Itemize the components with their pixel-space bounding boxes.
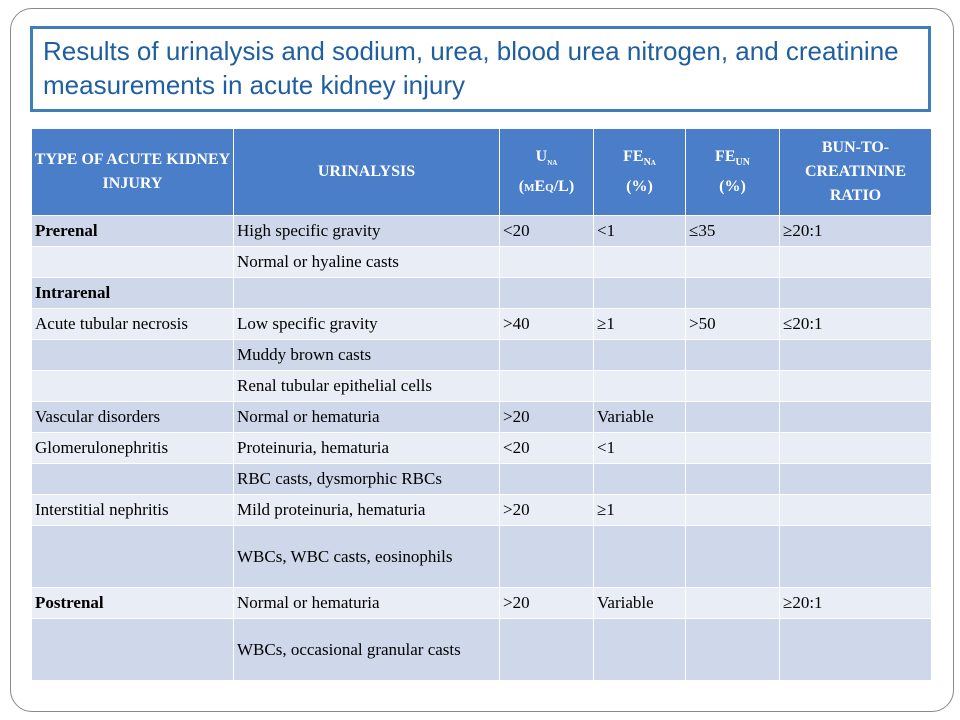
table-row xyxy=(32,588,932,619)
header-una-sub: na xyxy=(547,157,558,169)
cell-fena xyxy=(594,464,686,495)
cell-fena xyxy=(594,619,686,681)
table-row xyxy=(32,278,932,309)
cell-ratio xyxy=(780,247,932,278)
table-row xyxy=(32,402,932,433)
cell-ratio xyxy=(780,619,932,681)
cell-fena: Variable xyxy=(594,588,686,619)
table-row xyxy=(32,371,932,402)
cell-una: <20 xyxy=(500,216,594,247)
cell-feun: >50 xyxy=(686,309,780,340)
cell-type: Prerenal xyxy=(32,216,234,247)
cell-type xyxy=(32,371,234,402)
table-row xyxy=(32,619,932,681)
header-fena xyxy=(594,129,686,216)
cell-fena: <1 xyxy=(594,433,686,464)
cell-una: <20 xyxy=(500,433,594,464)
cell-feun: ≤35 xyxy=(686,216,780,247)
cell-una xyxy=(500,340,594,371)
cell-type: Intrarenal xyxy=(32,278,234,309)
cell-fena: <1 xyxy=(594,216,686,247)
cell-urinalysis: High specific gravity xyxy=(234,216,500,247)
cell-feun xyxy=(686,278,780,309)
cell-fena: Variable xyxy=(594,402,686,433)
table-row xyxy=(32,526,932,588)
cell-ratio xyxy=(780,278,932,309)
header-fena-unit: (%) xyxy=(626,178,653,196)
cell-fena xyxy=(594,278,686,309)
cell-una: >40 xyxy=(500,309,594,340)
cell-feun xyxy=(686,371,780,402)
cell-fena: ≥1 xyxy=(594,495,686,526)
results-table xyxy=(31,128,932,681)
cell-urinalysis: Muddy brown casts xyxy=(234,340,500,371)
header-bun-ratio: BUN-TO-CREATININE RATIO xyxy=(780,129,932,216)
cell-una xyxy=(500,526,594,588)
cell-ratio xyxy=(780,371,932,402)
cell-urinalysis: Normal or hyaline casts xyxy=(234,247,500,278)
cell-ratio xyxy=(780,495,932,526)
header-type: TYPE OF ACUTE KIDNEY INJURY xyxy=(32,129,234,216)
table-row xyxy=(32,216,932,247)
cell-urinalysis: RBC casts, dysmorphic RBCs xyxy=(234,464,500,495)
cell-fena xyxy=(594,526,686,588)
cell-type xyxy=(32,464,234,495)
cell-type: Postrenal xyxy=(32,588,234,619)
table-body xyxy=(32,216,932,681)
table-row xyxy=(32,433,932,464)
cell-type xyxy=(32,619,234,681)
cell-ratio: ≤20:1 xyxy=(780,309,932,340)
cell-feun xyxy=(686,588,780,619)
cell-una xyxy=(500,371,594,402)
cell-feun xyxy=(686,619,780,681)
table-row xyxy=(32,464,932,495)
page-title: Results of urinalysis and sodium, urea, blood urea nitrogen, and creatinine measurements in acute kidney injury xyxy=(43,36,899,100)
cell-una: >20 xyxy=(500,588,594,619)
cell-feun xyxy=(686,247,780,278)
cell-urinalysis: Mild proteinuria, hematuria xyxy=(234,495,500,526)
header-feun-sub: UN xyxy=(735,157,750,169)
cell-urinalysis xyxy=(234,278,500,309)
cell-ratio xyxy=(780,402,932,433)
table-row xyxy=(32,309,932,340)
cell-fena: ≥1 xyxy=(594,309,686,340)
cell-type: Interstitial nephritis xyxy=(32,495,234,526)
cell-urinalysis: WBCs, WBC casts, eosinophils xyxy=(234,526,500,588)
header-feun-unit: (%) xyxy=(719,178,746,196)
cell-type: Acute tubular necrosis xyxy=(32,309,234,340)
cell-type: Glomerulonephritis xyxy=(32,433,234,464)
cell-type xyxy=(32,340,234,371)
cell-una xyxy=(500,247,594,278)
cell-feun xyxy=(686,433,780,464)
cell-ratio: ≥20:1 xyxy=(780,588,932,619)
cell-urinalysis: Proteinuria, hematuria xyxy=(234,433,500,464)
cell-urinalysis: Normal or hematuria xyxy=(234,402,500,433)
cell-feun xyxy=(686,495,780,526)
header-feun xyxy=(686,129,780,216)
cell-feun xyxy=(686,526,780,588)
title-box xyxy=(30,26,931,112)
cell-ratio xyxy=(780,433,932,464)
table-header-row xyxy=(32,129,932,216)
cell-feun xyxy=(686,402,780,433)
table-row xyxy=(32,495,932,526)
cell-type xyxy=(32,526,234,588)
table-row xyxy=(32,340,932,371)
cell-ratio xyxy=(780,464,932,495)
cell-urinalysis: WBCs, occasional granular casts xyxy=(234,619,500,681)
table-row xyxy=(32,247,932,278)
cell-fena xyxy=(594,247,686,278)
cell-una xyxy=(500,278,594,309)
header-urinalysis: URINALYSIS xyxy=(234,129,500,216)
cell-una: >20 xyxy=(500,402,594,433)
header-una-unit: (mEq/L) xyxy=(518,178,575,196)
cell-urinalysis: Renal tubular epithelial cells xyxy=(234,371,500,402)
cell-fena xyxy=(594,371,686,402)
cell-ratio xyxy=(780,340,932,371)
cell-urinalysis: Normal or hematuria xyxy=(234,588,500,619)
header-feun-main: FE xyxy=(715,147,736,165)
cell-feun xyxy=(686,340,780,371)
header-una xyxy=(500,129,594,216)
cell-type: Vascular disorders xyxy=(32,402,234,433)
cell-ratio: ≥20:1 xyxy=(780,216,932,247)
cell-urinalysis: Low specific gravity xyxy=(234,309,500,340)
cell-una xyxy=(500,464,594,495)
cell-type xyxy=(32,247,234,278)
cell-una: >20 xyxy=(500,495,594,526)
header-fena-sub: Na xyxy=(643,157,656,169)
header-fena-main: FE xyxy=(623,147,644,165)
cell-feun xyxy=(686,464,780,495)
cell-fena xyxy=(594,340,686,371)
cell-ratio xyxy=(780,526,932,588)
cell-una xyxy=(500,619,594,681)
header-una-main: U xyxy=(535,147,548,165)
